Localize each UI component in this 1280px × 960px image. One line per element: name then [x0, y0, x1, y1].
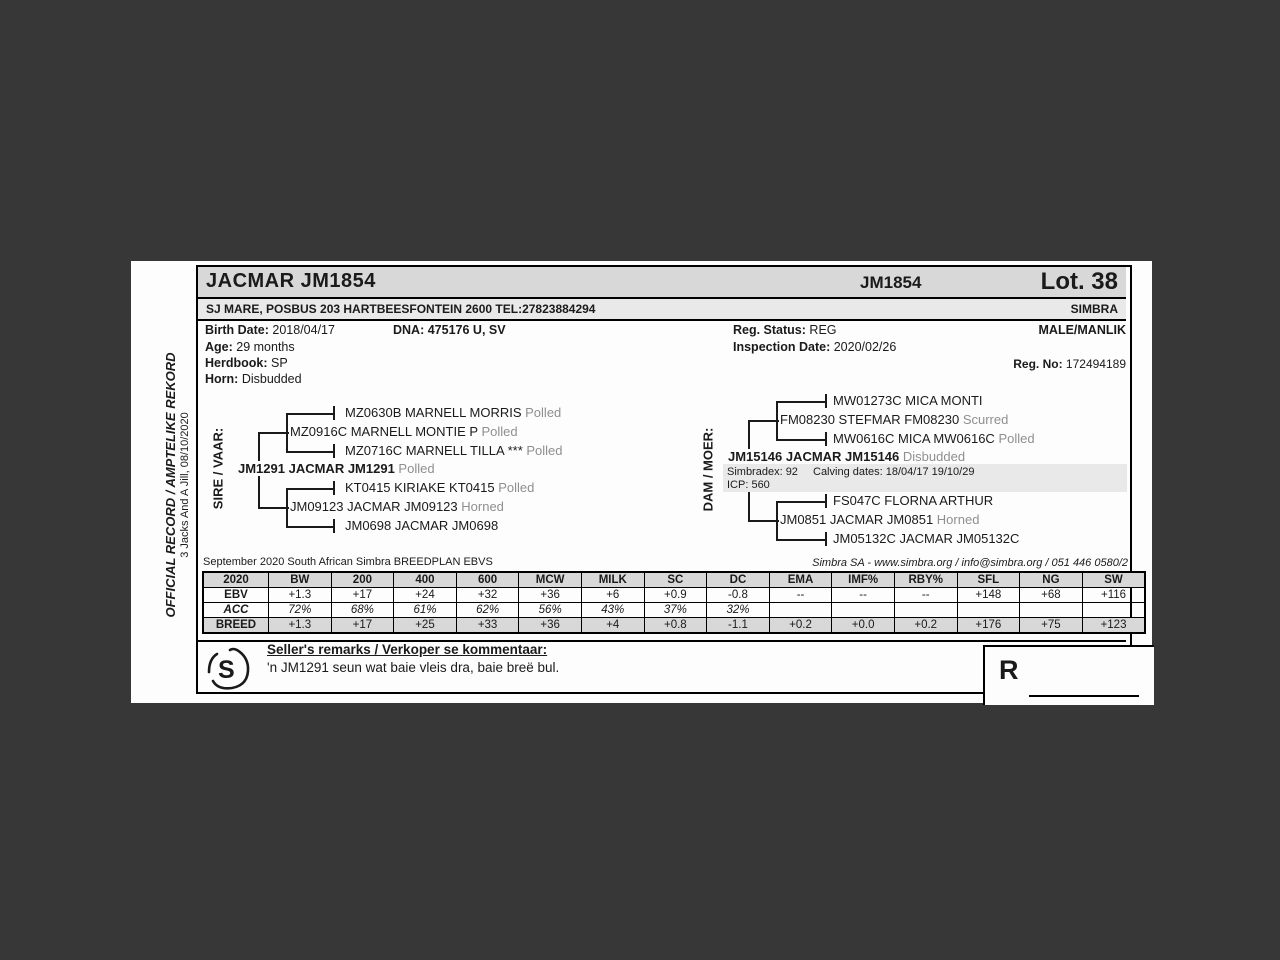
ebv-row-label: EBV	[203, 588, 269, 603]
pedigree-connector	[286, 413, 334, 415]
animal-id: JM1854	[860, 273, 922, 292]
sex-label: MALE/MANLIK	[1038, 323, 1126, 337]
simbra-contact-line: Simbra SA - www.simbra.org / info@simbra.org / 051 446 0580/2	[812, 557, 1128, 569]
calving-dates: Calving dates: 18/04/17 19/10/29	[813, 466, 975, 478]
ebv-value-cell	[832, 603, 895, 618]
animal-name-title: JACMAR JM1854	[206, 270, 376, 292]
ebv-value-cell: --	[769, 588, 832, 603]
ebv-value-cell	[957, 603, 1020, 618]
animal-name: FS047C FLORNA ARTHUR	[833, 493, 994, 508]
ebv-column-header: 200	[331, 572, 394, 588]
price-blank-line	[1029, 695, 1139, 697]
animal-name: JM1291 JACMAR JM1291	[238, 461, 395, 476]
reg-status-value: REG	[809, 323, 837, 337]
animal-name: MZ0630B MARNELL MORRIS	[345, 405, 522, 420]
simbradex-value: Simbradex: 92	[727, 466, 798, 478]
sire-header: SIRE / VAAR:	[210, 427, 226, 510]
ebv-value-cell: 72%	[269, 603, 332, 618]
ebv-column-header: BW	[269, 572, 332, 588]
ebv-value-cell: +17	[331, 618, 394, 634]
pedigree-entry	[833, 493, 996, 508]
reg-no-label: Reg. No:	[1013, 357, 1063, 371]
ebv-value-cell: -0.8	[707, 588, 770, 603]
address-band	[198, 299, 1126, 321]
pedigree-connector	[258, 507, 289, 509]
ebv-value-cell	[894, 603, 957, 618]
ebv-value-cell: +17	[331, 588, 394, 603]
pedigree-connector	[825, 532, 827, 546]
horn-status: Polled	[481, 424, 518, 439]
horn-value: Disbudded	[241, 372, 302, 386]
animal-name: FM08230 STEFMAR FM08230	[780, 412, 960, 427]
lot-number: Lot. 38	[1040, 268, 1118, 295]
dam-header: DAM / MOER:	[700, 427, 716, 512]
ebv-value-cell: 61%	[394, 603, 457, 618]
ebv-value-cell: +0.8	[644, 618, 707, 634]
ebv-value-cell: --	[832, 588, 895, 603]
herdbook-value: SP	[270, 356, 288, 370]
animal-name: KT0415 KIRIAKE KT0415	[345, 480, 495, 495]
pedigree-connector	[286, 488, 288, 526]
ebv-row-label: ACC	[203, 603, 269, 618]
ebv-column-header: MILK	[581, 572, 644, 588]
ebv-table	[202, 571, 1146, 634]
pedigree-connector	[776, 501, 778, 539]
herdbook-line	[205, 356, 288, 370]
ebv-column-header: NG	[1020, 572, 1083, 588]
price-box	[983, 645, 1154, 705]
ebv-column-header: SW	[1082, 572, 1145, 588]
pedigree-entry-dam	[728, 449, 968, 464]
pedigree-connector	[776, 401, 778, 439]
ebv-value-cell: +176	[957, 618, 1020, 634]
ebv-column-header: SC	[644, 572, 707, 588]
breedplan-heading: September 2020 South African Simbra BREEDPLAN EBVS	[203, 556, 493, 568]
age-value: 29 months	[236, 340, 295, 354]
pedigree-connector	[333, 519, 335, 533]
ebv-value-cell: 32%	[707, 603, 770, 618]
ebv-row-label: BREED	[203, 618, 269, 634]
pedigree-entry	[290, 424, 521, 439]
title-band	[198, 267, 1126, 299]
ebv-value-cell: +33	[456, 618, 519, 634]
ebv-value-cell: +0.2	[894, 618, 957, 634]
inspection-line	[733, 340, 896, 354]
horn-status: Polled	[998, 431, 1035, 446]
ebv-value-cell: 56%	[519, 603, 582, 618]
horn-status: Disbudded	[902, 449, 966, 464]
icp-value: ICP: 560	[727, 479, 770, 491]
pedigree-entry	[780, 412, 1011, 427]
inspection-value: 2020/02/26	[833, 340, 897, 354]
pedigree-connector	[333, 406, 335, 420]
pedigree-entry	[345, 480, 537, 495]
horn-status: Horned	[461, 499, 504, 514]
ebv-value-cell: 37%	[644, 603, 707, 618]
remarks-text: 'n JM1291 seun wat baie vleis dra, baie breë bul.	[267, 660, 560, 675]
svg-text:S: S	[218, 656, 235, 684]
pedigree-entry	[345, 443, 566, 458]
animal-name: MZ0916C MARNELL MONTIE P	[290, 424, 478, 439]
pedigree-connector	[333, 444, 335, 458]
ebv-value-cell: +24	[394, 588, 457, 603]
remarks-title: Seller's remarks / Verkoper se kommentaar:	[267, 642, 548, 657]
pedigree-entry	[780, 512, 982, 527]
pedigree-connector	[776, 439, 826, 441]
animal-name: JM15146 JACMAR JM15146	[728, 449, 900, 464]
ebv-value-cell: +36	[519, 618, 582, 634]
ebv-value-cell: +75	[1020, 618, 1083, 634]
horn-status: Polled	[525, 405, 562, 420]
ebv-column-header: EMA	[769, 572, 832, 588]
pedigree-connector	[748, 520, 779, 522]
reg-no-value: 172494189	[1065, 357, 1126, 371]
animal-name: JM05132C JACMAR JM05132C	[833, 531, 1020, 546]
ebv-value-cell: +123	[1082, 618, 1145, 634]
ebv-value-cell: +32	[456, 588, 519, 603]
birth-date-label: Birth Date:	[205, 323, 269, 337]
birth-date-line	[205, 323, 335, 337]
horn-status: Polled	[398, 461, 435, 476]
animal-name: JM0851 JACMAR JM0851	[780, 512, 934, 527]
pedigree-connector	[748, 420, 779, 422]
horn-status: Polled	[526, 443, 563, 458]
pedigree-connector	[825, 494, 827, 508]
pedigree-entry	[345, 518, 501, 533]
ebv-value-cell: +0.2	[769, 618, 832, 634]
ebv-value-cell: 68%	[331, 603, 394, 618]
pedigree-entry	[833, 531, 1022, 546]
ebv-value-cell	[1020, 603, 1083, 618]
ebv-value-cell: +4	[581, 618, 644, 634]
reg-status-label: Reg. Status:	[733, 323, 806, 337]
ebv-value-cell: --	[894, 588, 957, 603]
horn-status: Horned	[936, 512, 980, 527]
age-line	[205, 340, 295, 354]
pedigree-entry	[290, 499, 507, 514]
ebv-value-cell: 43%	[581, 603, 644, 618]
pedigree-connector	[258, 432, 289, 434]
breed-society-label: SIMBRA	[1070, 302, 1118, 316]
dna-value: 475176 U, SV	[427, 323, 506, 337]
ebv-value-cell: +0.9	[644, 588, 707, 603]
ebv-value-cell: +36	[519, 588, 582, 603]
pedigree-entry	[345, 405, 564, 420]
ebv-value-cell: +116	[1082, 588, 1145, 603]
animal-name: MZ0716C MARNELL TILLA ***	[345, 443, 523, 458]
ebv-value-cell: +1.3	[269, 588, 332, 603]
catalogue-page	[131, 261, 1152, 703]
pedigree-connector	[286, 526, 334, 528]
animal-name: MW0616C MICA MW0616C	[833, 431, 995, 446]
pedigree-connector	[825, 432, 827, 446]
horn-line	[205, 372, 302, 386]
ebv-value-cell: -1.1	[707, 618, 770, 634]
pedigree-entry	[833, 393, 986, 408]
horn-status: Scurred	[962, 412, 1009, 427]
herdbook-label: Herdbook:	[205, 356, 268, 370]
pedigree-connector	[776, 539, 826, 541]
birth-date-value: 2018/04/17	[272, 323, 335, 337]
currency-symbol: R	[999, 655, 1019, 685]
ebv-value-cell: +0.0	[832, 618, 895, 634]
ebv-column-header: DC	[707, 572, 770, 588]
ebv-column-header: RBY%	[894, 572, 957, 588]
ebv-column-header: IMF%	[832, 572, 895, 588]
dam-stats-band	[723, 464, 1127, 492]
pedigree-entry-sire	[238, 461, 438, 476]
seller-address: SJ MARE, POSBUS 203 HARTBEESFONTEIN 2600 TEL:27823884294	[206, 302, 596, 316]
age-label: Age:	[205, 340, 233, 354]
animal-name: MW01273C MICA MONTI	[833, 393, 983, 408]
ebv-value-cell: +148	[957, 588, 1020, 603]
sale-name-date-label: 3 Jacks And A Jill, 08/10/2020	[179, 412, 191, 558]
ebv-column-header: 600	[456, 572, 519, 588]
dna-line	[393, 323, 506, 337]
animal-name: JM0698 JACMAR JM0698	[345, 518, 499, 533]
ebv-value-cell: +1.3	[269, 618, 332, 634]
pedigree-connector	[776, 501, 826, 503]
ebv-value-cell	[1082, 603, 1145, 618]
ebv-value-cell: +68	[1020, 588, 1083, 603]
pedigree-connector	[286, 451, 334, 453]
ebv-value-cell: +6	[581, 588, 644, 603]
inspection-label: Inspection Date:	[733, 340, 831, 354]
ebv-year-cell: 2020	[203, 572, 269, 588]
pedigree-connector	[286, 413, 288, 451]
reg-no-line	[1013, 357, 1126, 371]
reg-status-line	[733, 323, 837, 337]
pedigree-connector	[286, 488, 334, 490]
ebv-column-header: SFL	[957, 572, 1020, 588]
pedigree-entry	[833, 431, 1038, 446]
ebv-column-header: 400	[394, 572, 457, 588]
pedigree-connector	[333, 481, 335, 495]
pedigree-connector	[776, 401, 826, 403]
ebv-value-cell: +25	[394, 618, 457, 634]
official-record-label: OFFICIAL RECORD / AMPTELIKE REKORD	[163, 352, 178, 618]
horn-status: Polled	[498, 480, 535, 495]
pedigree-connector	[825, 394, 827, 408]
simbra-logo-icon	[202, 645, 254, 693]
horn-label: Horn:	[205, 372, 239, 386]
ebv-value-cell: 62%	[456, 603, 519, 618]
ebv-value-cell	[769, 603, 832, 618]
ebv-column-header: MCW	[519, 572, 582, 588]
animal-name: JM09123 JACMAR JM09123	[290, 499, 458, 514]
dna-label: DNA:	[393, 323, 425, 337]
official-record-side-text	[163, 330, 197, 640]
